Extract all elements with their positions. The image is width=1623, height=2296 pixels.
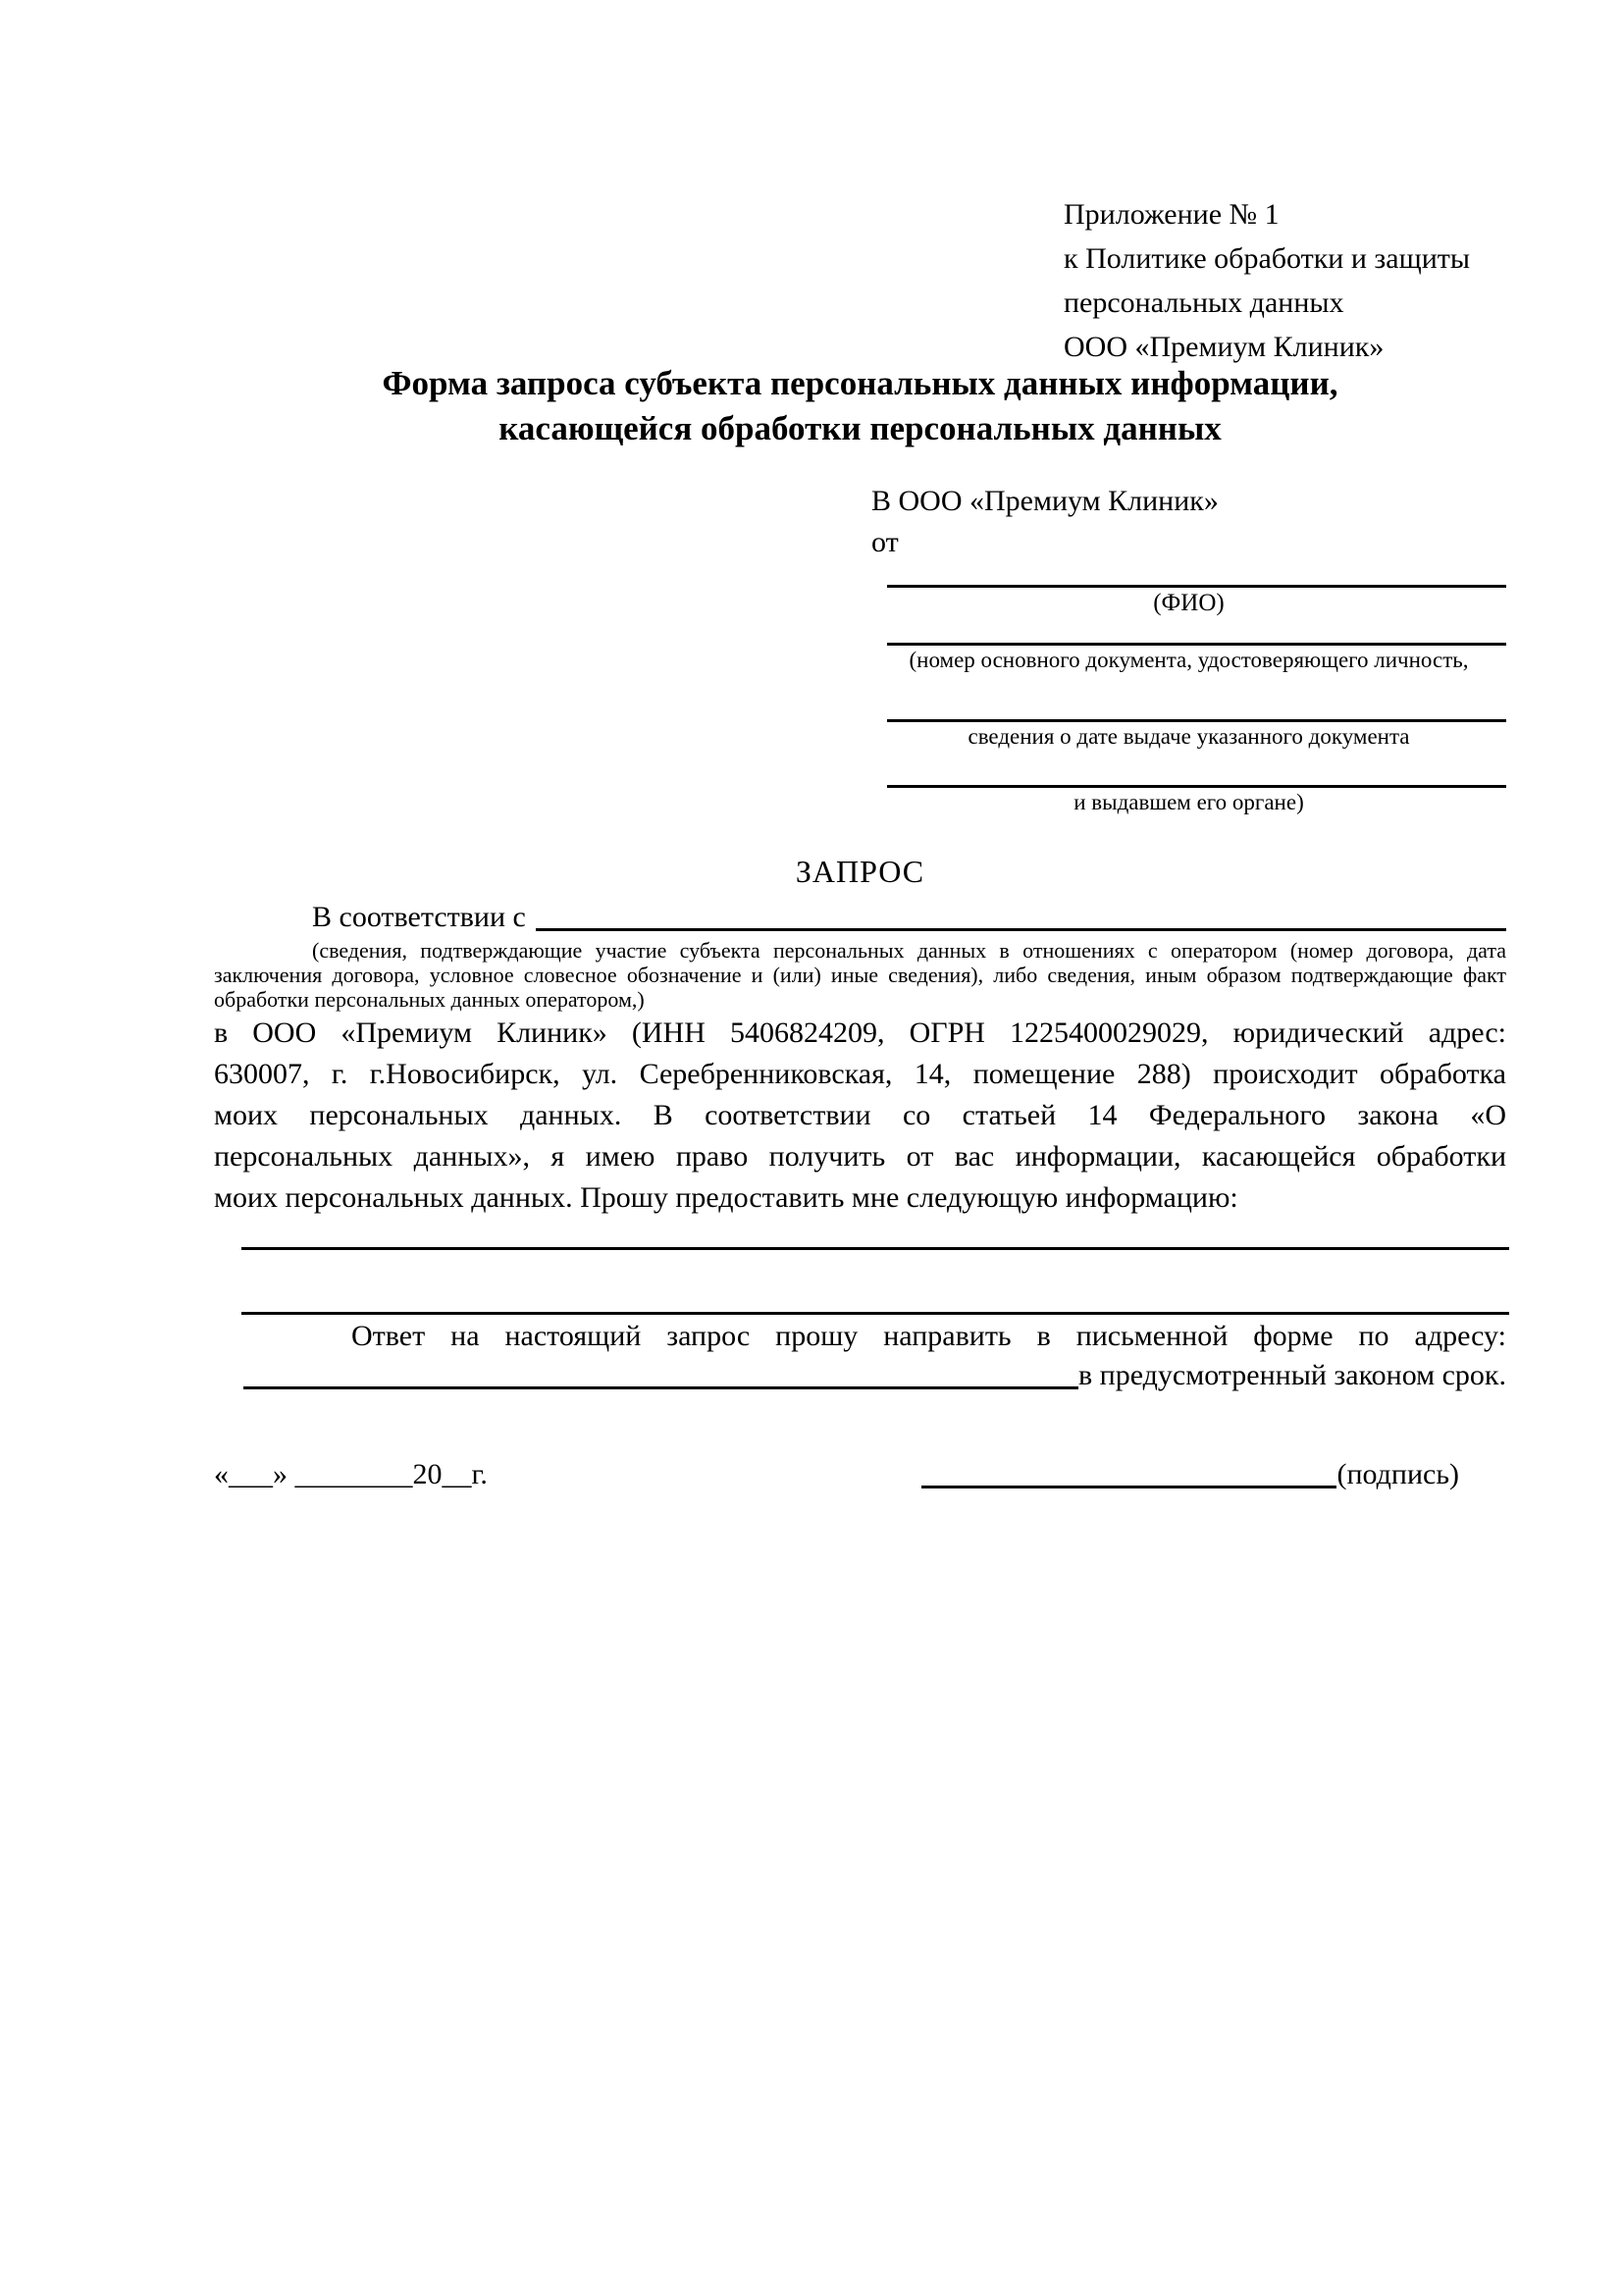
- signature-line: [921, 1454, 1336, 1488]
- address-fill-line: [243, 1356, 1078, 1389]
- addressee-block: [871, 481, 1506, 817]
- request-body: [214, 1013, 1506, 1219]
- footnote-line: (сведения, подтверждающие участие субъекта персональных данных в отношениях с оператором (номер договора, дата: [312, 938, 1506, 963]
- request-heading: ЗАПРОС: [795, 854, 925, 889]
- footnote-line: заключения договора, условное словесное обозначение и (или) иные сведения), либо сведения, иным образом подтверждающие факт: [214, 963, 1506, 987]
- issuing-authority-caption: и выдавшем его органе): [1073, 790, 1304, 814]
- signature-caption: (подпись): [1336, 1458, 1459, 1490]
- body-line: персональных данных», я имею право получить от вас информации, касающейся обработки: [214, 1140, 1506, 1173]
- body-line: моих персональных данных. Прошу предоставить мне следующую информацию:: [214, 1181, 1238, 1214]
- date-placeholder: «___» ________20__г.: [214, 1458, 488, 1490]
- appendix-header-line: ООО «Премиум Клиник»: [1064, 331, 1385, 363]
- accordance-label: В соответствии с: [312, 901, 526, 933]
- accordance-line: [214, 897, 1506, 938]
- issue-date-line: [887, 675, 1506, 722]
- accordance-footnote: [214, 938, 1506, 1012]
- document-number-line: [887, 619, 1506, 646]
- addressee-to: В ООО «Премиум Клиник»: [871, 485, 1219, 517]
- form-title-line: касающейся обработки персональных данных: [498, 409, 1222, 447]
- reply-address-line: Ответ на настоящий запрос прошу направить в письменной форме по адресу:: [351, 1320, 1506, 1352]
- body-line: в ООО «Премиум Клиник» (ИНН 5406824209, ОГРН 1225400029029, юридический адрес:: [214, 1017, 1506, 1049]
- signature-row: [214, 1454, 1506, 1495]
- appendix-header-line: Приложение № 1: [1064, 198, 1280, 231]
- body-line: моих персональных данных. В соответствии со статьей 14 Федерального закона «О: [214, 1099, 1506, 1131]
- issue-date-caption: сведения о дате выдаче указанного документа: [968, 724, 1410, 749]
- document-number-caption: (номер основного документа, удостоверяющего личность,: [909, 648, 1469, 672]
- form-title-line: Форма запроса субъекта персональных данных информации,: [382, 364, 1338, 402]
- reply-block: [214, 1317, 1506, 1395]
- form-title: [214, 361, 1506, 451]
- reply-address-row: [214, 1356, 1506, 1395]
- fio-line: [887, 563, 1506, 588]
- addressee-from-label: от: [871, 526, 899, 558]
- fio-caption: (ФИО): [1153, 590, 1225, 616]
- footnote-line: обработки персональных данных оператором,): [214, 987, 645, 1012]
- appendix-header: [1064, 192, 1470, 369]
- info-blank-line-2: [241, 1312, 1509, 1315]
- reply-deadline-text: в предусмотренный законом срок.: [1078, 1359, 1506, 1391]
- appendix-header-line: к Политике обработки и защиты: [1064, 242, 1471, 275]
- signature-group: [921, 1454, 1459, 1495]
- accordance-fill-line: [536, 897, 1506, 931]
- appendix-header-line: персональных данных: [1064, 287, 1344, 319]
- issuing-authority-line: [887, 752, 1506, 788]
- info-blank-line-1: [241, 1247, 1509, 1250]
- body-line: 630007, г. г.Новосибирск, ул. Серебренниковская, 14, помещение 288) происходит обработка: [214, 1058, 1506, 1090]
